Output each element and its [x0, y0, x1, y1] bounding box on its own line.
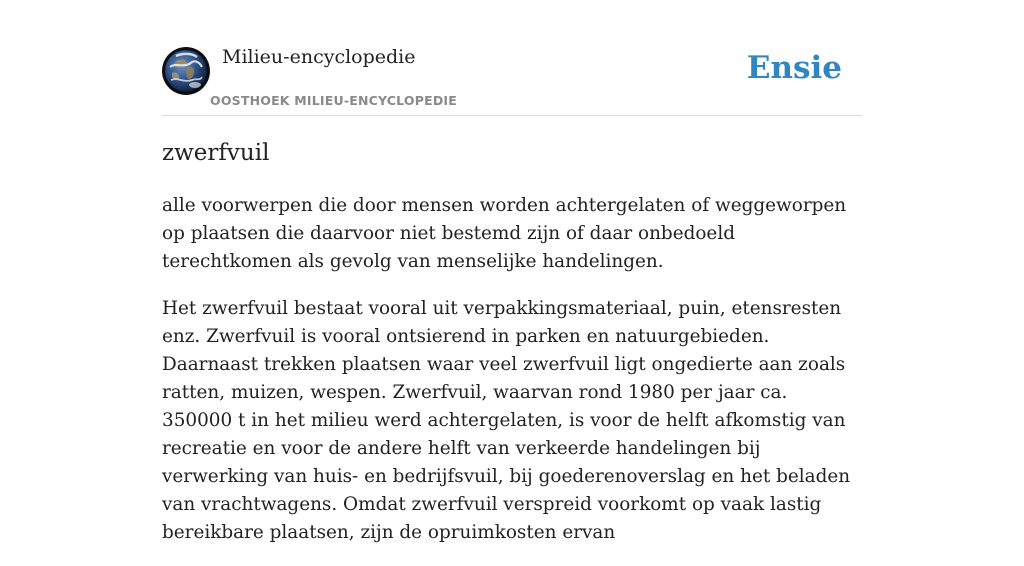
- earth-globe-icon[interactable]: [162, 47, 210, 95]
- site-header: [162, 46, 862, 116]
- entry-title: zwerfvuil: [162, 140, 270, 166]
- entry-content: [162, 192, 862, 566]
- body-paragraph: Het zwerfvuil bestaat vooral uit verpakkingsmateriaal, puin, etensresten enz. Zwerfvuil is vooral ontsierend in parken en natuurgebieden. Daarnaast trekken plaatsen waar veel zwerfvuil ligt ongedierte aan zoals ratten, muizen, wespen. Zwerfvuil, waarvan rond 1980 per jaar ca. 350000 t in het milieu werd achtergelaten, is voor de helft afkomstig van recreatie en voor de andere helft van verkeerde handelingen bij verwerking van huis- en bedrijfsvuil, bij goederenoverslag en het beladen van vrachtwagens. Omdat zwerfvuil verspreid voorkomt op vaak lastig bereikbare plaatsen, zijn de opruimkosten ervan: [162, 298, 851, 543]
- header-divider: [162, 115, 862, 116]
- site-subtitle[interactable]: OOSTHOEK MILIEU-ENCYCLOPEDIE: [210, 93, 457, 108]
- site-name[interactable]: Milieu-encyclopedie: [222, 46, 416, 68]
- definition-paragraph: alle voorwerpen die door mensen worden achtergelaten of weggeworpen op plaatsen die daarvoor niet bestemd zijn of daar onbedoeld terechtkomen als gevolg van menselijke handelingen.: [162, 195, 847, 272]
- ensie-logo-link[interactable]: Ensie: [746, 50, 842, 86]
